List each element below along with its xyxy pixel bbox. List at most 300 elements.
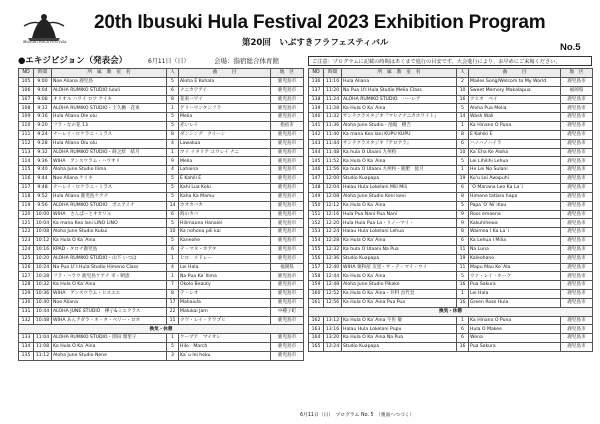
table-header-row — [309, 69, 593, 78]
table-row — [309, 263, 593, 272]
col-no-cell: 108 — [19, 104, 34, 113]
col-area-cell: 鹿児島市 — [271, 166, 304, 175]
col-no-cell: 149 — [309, 192, 324, 201]
col-no-cell: 161 — [309, 298, 324, 307]
col-no-cell: 158 — [309, 272, 324, 281]
col-no-cell: 142 — [309, 130, 324, 139]
col-time-header: 時間 — [34, 69, 52, 78]
col-time-cell: 12:40 — [324, 263, 342, 272]
col-studio-cell: ALOHA RUMIKO STUDIO・山下 いつは — [52, 254, 167, 263]
col-time-cell: 13:24 — [324, 343, 342, 352]
col-count-cell: 6 — [457, 325, 469, 334]
col-studio-cell: Ka hula O Ulaani Na Pua — [342, 245, 457, 254]
table-row — [19, 148, 304, 157]
col-count-cell: 6 — [457, 334, 469, 343]
col-count-cell: 8 — [457, 192, 469, 201]
table-row — [309, 298, 593, 307]
col-area-cell: 鹿児島市 — [271, 237, 304, 246]
col-area-cell: 鹿児島市 — [561, 192, 593, 201]
table-row — [19, 210, 304, 219]
col-studio-cell: Ka Hula O Ka`Aina 宇佐 敏 — [342, 316, 457, 325]
table-row — [19, 334, 304, 343]
col-count-cell: 5 — [167, 219, 179, 228]
col-area-cell: 鹿児島市 — [561, 343, 593, 352]
col-no-cell: 113 — [19, 148, 34, 157]
col-time-header: 時間 — [324, 69, 342, 78]
col-area-cell: 鹿児島市 — [271, 219, 304, 228]
table-row — [309, 130, 593, 139]
col-no-cell: 117 — [19, 183, 34, 192]
col-studio-cell: ALOHA RUMIKO STUDIO ハーレア — [342, 95, 457, 104]
col-time-cell: 11:08 — [34, 343, 52, 352]
col-studio-cell: Hula Allana Olu olu — [52, 139, 167, 148]
logo-text: IBUSUKI HULA FESTIVAL — [22, 40, 68, 44]
col-song-cell: Kaleohano — [469, 254, 561, 263]
col-area-cell: 鹿児島市 — [561, 228, 593, 237]
col-area-cell: 鹿児島市 — [271, 272, 304, 281]
table-row — [19, 298, 304, 307]
col-time-cell: 9:12 — [34, 104, 52, 113]
col-count-cell: 6 — [457, 237, 469, 246]
col-song-cell: E Kahiki E — [469, 130, 561, 139]
col-area-cell: 鹿児島市 — [271, 210, 304, 219]
col-no-cell: 163 — [309, 325, 324, 334]
col-time-cell: 11:24 — [324, 95, 342, 104]
program-header — [0, 0, 600, 62]
col-time-cell: 9:40 — [34, 166, 52, 175]
col-song-cell: Ku'u Lei Awapuhi — [469, 175, 561, 184]
col-count-cell: 14 — [457, 113, 469, 122]
col-studio-cell: Ka mana Kea lani KUPU KUPU — [342, 130, 457, 139]
col-count-cell: 5 — [167, 343, 179, 352]
col-studio-cell: ALOHA JUNE STUDIO 樺子&ミエクラス — [52, 307, 167, 316]
col-song-cell: ケープア マイオレ — [179, 334, 271, 343]
col-count-header: 人 — [457, 69, 469, 78]
col-area-cell: 指宿市 — [271, 122, 304, 131]
col-time-cell: 9:48 — [34, 183, 52, 192]
break-label: 換気・休憩 — [19, 325, 304, 334]
col-time-cell: 11:04 — [34, 334, 52, 343]
table-row — [19, 183, 304, 192]
col-song-cell: Na Luna — [469, 245, 561, 254]
table-row — [309, 122, 593, 131]
col-time-cell: 9:44 — [34, 175, 52, 184]
col-time-cell: 9:32 — [34, 148, 52, 157]
col-song-cell: Okolo Beauty — [179, 281, 271, 290]
col-song-cell: クワ・レイ・アワプヒ — [179, 316, 271, 325]
col-studio-header: 所 属 教 室 名 — [52, 69, 167, 78]
col-studio-cell: Aloha June Studio Keni keni — [342, 192, 457, 201]
table-row — [309, 104, 593, 113]
table-body-right — [309, 77, 593, 351]
col-count-cell: 1 — [167, 254, 179, 263]
col-no-cell: 106 — [19, 86, 34, 95]
col-count-cell: 8 — [167, 130, 179, 139]
program-table-left — [18, 68, 304, 361]
col-studio-cell: Ka Hula O Ka`Aina — [52, 237, 167, 246]
col-count-cell: 5 — [167, 192, 179, 201]
col-area-cell: 鹿児島市 — [271, 334, 304, 343]
col-studio-cell: Aloha June Studio・池亀 樹吉 — [342, 122, 457, 131]
program-table-right — [308, 68, 593, 352]
table-row — [19, 219, 304, 228]
table-row — [19, 290, 304, 299]
col-area-cell: 鹿児島市 — [561, 281, 593, 290]
section-title: ●エキジビジョン（発表会） — [18, 56, 128, 66]
col-no-cell: 137 — [309, 86, 324, 95]
col-no-cell: 157 — [309, 263, 324, 272]
table-row — [19, 77, 304, 86]
col-time-cell: 11:40 — [324, 130, 342, 139]
col-count-cell: 17 — [167, 298, 179, 307]
col-song-cell: `O Manana Leo Ka La`i — [469, 183, 561, 192]
table-row — [309, 139, 593, 148]
col-time-cell: 11:16 — [324, 77, 342, 86]
col-no-cell: 122 — [19, 228, 34, 237]
break-row — [19, 325, 304, 334]
col-count-cell: 7 — [167, 281, 179, 290]
table-row — [19, 343, 304, 352]
col-area-cell: 鹿児島市 — [561, 263, 593, 272]
col-count-cell: 5 — [167, 113, 179, 122]
col-time-cell: 9:20 — [34, 122, 52, 131]
col-count-cell: 1 — [167, 334, 179, 343]
col-count-cell: 5 — [167, 122, 179, 131]
col-song-header: 曲 目 — [179, 69, 271, 78]
col-time-cell: 10:28 — [34, 272, 52, 281]
col-time-cell: 9:24 — [34, 130, 52, 139]
col-time-cell: 12:52 — [324, 290, 342, 299]
col-song-cell: Waimea I Ka La`i — [469, 228, 561, 237]
col-studio-cell: Aloha June Studio Kukui — [52, 228, 167, 237]
table-row — [309, 166, 593, 175]
col-studio-cell: WIHA 栗和屋 友里・サ・テ・マイ・ウイ — [342, 263, 457, 272]
col-studio-cell: Na Pua U'I Hula Studio Melia Class — [342, 86, 457, 95]
col-song-cell: Kakuhihewa — [469, 219, 561, 228]
notice-box: ご注意：プログラムに記載の時間はあくまで進行の目安です。大会進行により、お早めにご来場ください。 — [308, 56, 592, 66]
table-row — [19, 352, 304, 361]
col-time-cell: 12:28 — [324, 237, 342, 246]
col-time-cell: 12:00 — [324, 175, 342, 184]
col-song-cell: Mapu Mau Ke`Ala — [469, 263, 561, 272]
col-area-cell: 鹿児島市 — [561, 210, 593, 219]
col-no-cell: 152 — [309, 219, 324, 228]
col-studio-cell: Hula Allana Ole olu — [52, 113, 167, 122]
col-count-cell: 16 — [457, 281, 469, 290]
col-song-cell: Kaneohe — [179, 237, 271, 246]
col-area-header: 地 区 — [561, 69, 593, 78]
col-song-cell: Lei Hala — [469, 290, 561, 299]
col-no-cell: 118 — [19, 192, 34, 201]
col-count-cell: 5 — [457, 104, 469, 113]
table-row — [309, 343, 593, 352]
col-count-cell: 5 — [457, 272, 469, 281]
col-time-cell: 9:00 — [34, 77, 52, 86]
col-time-cell: 12:04 — [324, 183, 342, 192]
col-song-cell: ダンシング クイーン — [179, 130, 271, 139]
col-area-cell: 鹿児島市 — [271, 104, 304, 113]
table-row — [19, 307, 304, 316]
col-studio-cell: Ka Hula O Ka`Aina — [52, 343, 167, 352]
col-time-cell: 12:08 — [324, 192, 342, 201]
col-no-header: NO — [309, 69, 324, 78]
col-no-cell: 138 — [309, 95, 324, 104]
col-studio-cell: Ka hula O Ulaani 九州校・鹿肥 紘月 — [342, 166, 457, 175]
col-area-cell: 福岡県 — [271, 263, 304, 272]
col-song-cell: Na Pua Ka`Ilima — [179, 272, 271, 281]
col-song-cell: Hula O Makee — [469, 325, 561, 334]
col-no-cell: 107 — [19, 95, 34, 104]
col-song-cell: Aloha Pua Melia — [469, 104, 561, 113]
col-count-cell: 19 — [457, 254, 469, 263]
table-row — [309, 281, 593, 290]
col-song-cell: ヒロ メドレー — [179, 254, 271, 263]
col-no-cell: 143 — [309, 139, 324, 148]
col-area-cell: 鹿児島市 — [271, 86, 304, 95]
col-no-cell: 139 — [309, 104, 324, 113]
table-row — [19, 86, 304, 95]
col-no-cell: 116 — [19, 175, 34, 184]
col-area-cell: 鹿児島市 — [271, 95, 304, 104]
table-row — [309, 316, 593, 325]
col-area-cell: 鹿児島市 — [271, 130, 304, 139]
col-song-cell: Ka nohona pili kai — [179, 228, 271, 237]
col-no-cell: 146 — [309, 166, 324, 175]
col-studio-cell: Halau Hula Lokelani Mili Mili — [342, 183, 457, 192]
col-no-cell: 128 — [19, 281, 34, 290]
col-area-cell: 鹿児島市 — [271, 157, 304, 166]
col-area-cell: 鹿児島市 — [561, 298, 593, 307]
col-song-cell: Ka`u lei hoku — [179, 352, 271, 361]
col-count-cell: 16 — [457, 298, 469, 307]
table-row — [19, 263, 304, 272]
col-count-cell: 10 — [457, 148, 469, 157]
col-area-cell: 鹿児島市 — [271, 148, 304, 157]
col-area-cell: 鹿児島市 — [561, 254, 593, 263]
table-row — [19, 237, 304, 246]
col-no-cell: 125 — [19, 254, 34, 263]
col-count-cell: 1 — [457, 290, 469, 299]
col-studio-cell: Hula Pua Nani Pua Nani — [342, 210, 457, 219]
col-area-cell: 鹿児島市 — [271, 290, 304, 299]
col-studio-cell: Aloha June Studio Nene — [52, 352, 167, 361]
col-studio-cell: Halau Hula Lokelani Pupu — [342, 325, 457, 334]
col-count-header: 人 — [167, 69, 179, 78]
table-row — [19, 254, 304, 263]
col-time-cell: 12:56 — [324, 298, 342, 307]
col-studio-cell: ナーレイ・ロケラニ・ミラス — [52, 130, 167, 139]
col-studio-header: 所 属 教 室 名 — [342, 69, 457, 78]
col-no-cell: 134 — [19, 343, 34, 352]
col-count-cell: 1 — [167, 272, 179, 281]
col-area-cell: 鹿児島市 — [561, 148, 593, 157]
col-song-cell: Wash Wali — [469, 113, 561, 122]
col-no-cell: 136 — [309, 77, 324, 86]
col-song-cell: Mahaiula — [179, 298, 271, 307]
col-no-cell: 127 — [19, 272, 34, 281]
col-song-cell: Green Rose Hula — [469, 298, 561, 307]
col-time-cell: 9:08 — [34, 95, 52, 104]
col-area-cell: 鹿児島市 — [561, 183, 593, 192]
table-row — [309, 334, 593, 343]
col-time-cell: 11:36 — [324, 122, 342, 131]
table-row — [19, 122, 304, 131]
col-count-cell: 5 — [167, 237, 179, 246]
col-no-cell: 129 — [19, 290, 34, 299]
col-no-cell: 140 — [309, 113, 324, 122]
col-song-cell: テ・レオ — [179, 290, 271, 299]
col-song-cell: Melia — [179, 157, 271, 166]
col-time-cell: 12:36 — [324, 254, 342, 263]
col-song-cell: He Lei No Sulani — [469, 166, 561, 175]
col-song-cell: ウァ・レイ・ホーク — [469, 272, 561, 281]
col-count-cell: 16 — [457, 95, 469, 104]
col-studio-cell: ALOHA RUMIKO STUDIO Iululi — [52, 86, 167, 95]
col-count-cell: 11 — [457, 263, 469, 272]
col-song-cell: Ka Hinano O Puna — [469, 316, 561, 325]
table-row — [19, 139, 304, 148]
col-area-cell: 鹿児島市 — [561, 175, 593, 184]
col-no-cell: 151 — [309, 210, 324, 219]
col-time-cell: 9:16 — [34, 113, 52, 122]
col-count-cell: 8 — [167, 290, 179, 299]
col-no-cell: 153 — [309, 228, 324, 237]
col-time-cell: 11:28 — [324, 104, 342, 113]
table-row — [309, 245, 593, 254]
table-body-left — [19, 77, 304, 360]
col-song-cell: Lei Hala — [179, 263, 271, 272]
table-row — [19, 281, 304, 290]
col-studio-cell: Hula Hula Pua La・リノーマイ・ — [342, 219, 457, 228]
col-no-cell: 133 — [19, 334, 34, 343]
col-studio-cell: WIHA あんアダラ・オ・タ・ペリー・ロオ — [52, 316, 167, 325]
table-row — [19, 201, 304, 210]
col-song-cell: Melia — [179, 113, 271, 122]
col-time-cell: 12:16 — [324, 210, 342, 219]
col-studio-cell: Ka Hula O Ka`Aina Pua Pua — [342, 298, 457, 307]
col-no-cell: 160 — [309, 290, 324, 299]
table-row — [309, 201, 593, 210]
col-song-cell: Wena — [469, 334, 561, 343]
table-row — [19, 245, 304, 254]
col-area-cell: 鹿児島市 — [561, 290, 593, 299]
col-studio-cell: フラ・なの花 13 — [52, 122, 167, 131]
col-no-header: NO — [19, 69, 34, 78]
col-area-header: 地 区 — [271, 69, 304, 78]
col-count-cell: 5 — [167, 175, 179, 184]
col-no-cell: 114 — [19, 157, 34, 166]
col-area-cell: 鹿児島市 — [561, 95, 593, 104]
col-no-cell: 131 — [19, 307, 34, 316]
table-row — [309, 325, 593, 334]
col-area-cell: 鹿児島市 — [271, 192, 304, 201]
col-time-cell: 10:04 — [34, 219, 52, 228]
col-studio-cell: サンテクラスタジオ『マヒナナニカホワイト』 — [342, 113, 457, 122]
col-count-cell: 19 — [457, 175, 469, 184]
col-count-cell: 8 — [457, 228, 469, 237]
table-row — [19, 175, 304, 184]
table-row — [19, 95, 304, 104]
col-no-cell: 135 — [19, 352, 34, 361]
col-count-cell: 6 — [457, 139, 469, 148]
col-no-cell: 156 — [309, 254, 324, 263]
event-info — [18, 54, 318, 66]
col-song-cell: Mailes Song/Welcom to My World — [469, 77, 561, 86]
col-studio-cell: WIHA さんぱーとオカリル — [52, 210, 167, 219]
col-studio-cell: Halau Hula Lokelani Lehua — [342, 228, 457, 237]
col-song-cell: Aloha E Kohala — [179, 77, 271, 86]
col-no-cell: 110 — [19, 122, 34, 131]
col-area-cell: 鹿児島市 — [561, 245, 593, 254]
col-count-cell: 14 — [167, 201, 179, 210]
col-time-cell: 10:08 — [34, 228, 52, 237]
col-time-cell: 10:00 — [34, 210, 52, 219]
table-row — [19, 130, 304, 139]
col-count-cell: 5 — [167, 77, 179, 86]
col-count-cell: 5 — [457, 157, 469, 166]
col-no-cell: 141 — [309, 122, 324, 131]
table-row — [309, 95, 593, 104]
col-area-cell: 鹿児島市 — [561, 166, 593, 175]
col-time-cell: 12:20 — [324, 219, 342, 228]
col-area-cell: 鹿児島市 — [561, 219, 593, 228]
table-row — [309, 290, 593, 299]
col-area-cell: 鹿児島市 — [271, 228, 304, 237]
col-studio-cell: フラ・ハラウ 鹿児島ケアナ 幸・朝恵 — [52, 272, 167, 281]
col-count-cell: 8 — [167, 95, 179, 104]
col-studio-cell: Na Pua U`I Hula Studio Himeno Class — [52, 263, 167, 272]
col-count-cell: 11 — [167, 316, 179, 325]
col-area-cell: 鹿児島市 — [561, 334, 593, 343]
break-row — [309, 307, 593, 316]
table-header-row — [19, 69, 304, 78]
page-footer: 6月11日（日） プログラム No. 5 （裏面へつづく） — [300, 413, 415, 418]
col-no-cell: 145 — [309, 157, 324, 166]
col-no-cell: 159 — [309, 281, 324, 290]
col-area-cell: 鹿児島市 — [271, 245, 304, 254]
col-studio-cell: Ka Hula O Ka`Aina — [342, 104, 457, 113]
col-no-cell: 132 — [19, 316, 34, 325]
col-no-cell: 126 — [19, 263, 34, 272]
col-song-cell: Himene tatiaro hapa — [469, 192, 561, 201]
col-song-cell: クヒオ ベイ — [469, 95, 561, 104]
col-song-cell: 花束ハワイ — [179, 95, 271, 104]
col-count-cell: 4 — [167, 139, 179, 148]
col-time-cell: 11:12 — [34, 352, 52, 361]
col-song-cell: マイ イタリア ユウレイ ナニ — [179, 148, 271, 157]
col-area-cell: 鹿児島市 — [561, 157, 593, 166]
col-area-cell: 鹿児島市 — [561, 325, 593, 334]
col-no-cell: 130 — [19, 298, 34, 307]
col-count-cell: 2 — [457, 77, 469, 86]
col-area-cell: 中種子町 — [271, 307, 304, 316]
col-time-cell: 12:12 — [324, 201, 342, 210]
col-studio-cell: Studio Kuapapa — [342, 254, 457, 263]
col-time-cell: 9:04 — [34, 86, 52, 95]
col-area-cell: 鹿児島市 — [561, 130, 593, 139]
col-area-cell: 鹿児島市 — [561, 104, 593, 113]
col-area-cell: 鹿児島市 — [271, 201, 304, 210]
col-no-cell: 148 — [309, 183, 324, 192]
col-no-cell: 164 — [309, 334, 324, 343]
col-count-cell: 10 — [167, 228, 179, 237]
col-studio-cell: Studio Kuapapa — [342, 343, 457, 352]
col-area-cell: 鹿児島市 — [561, 113, 593, 122]
col-count-cell: 6 — [167, 210, 179, 219]
table-row — [309, 254, 593, 263]
col-song-cell: Lawakua — [179, 139, 271, 148]
col-count-cell: 1 — [457, 166, 469, 175]
